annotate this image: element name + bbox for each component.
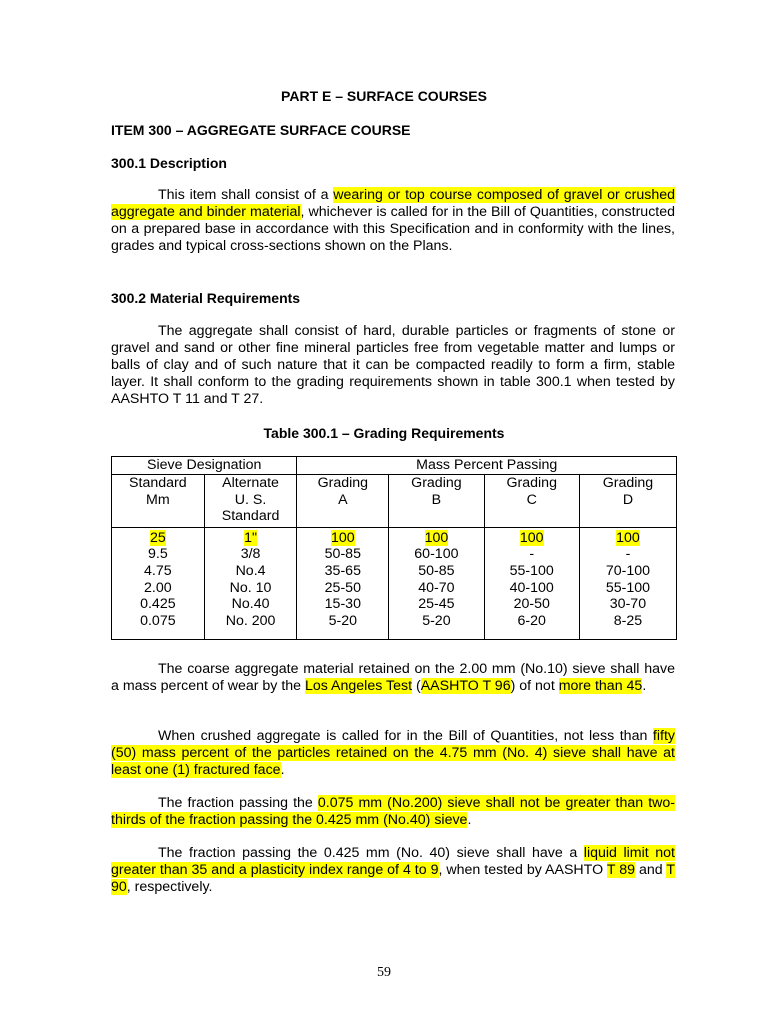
table-row [112, 527, 677, 640]
table-cell [484, 527, 579, 640]
grading-table [111, 456, 677, 640]
highlight: T 90 [111, 861, 675, 895]
cell-value: - [625, 546, 631, 563]
highlight: 100 [330, 529, 355, 546]
column-header-line: U. S. [234, 491, 267, 508]
cell-value: 9.5 [147, 546, 168, 563]
wear-paragraph: The coarse aggregate material retained on the 2.00 mm (No.10) sieve shall have a mass percent of wear by the Los Angeles Test (AASHTO T 96) of not more than 45. [111, 661, 675, 694]
highlight: 25 [149, 529, 166, 546]
cell-value: 50-85 [324, 546, 361, 563]
plasticity-paragraph: The fraction passing the 0.425 mm (No. 40) sieve shall have a liquid limit not greater than 35 and a plasticity index range of 4 to 9, when tested by AASHTO T 89 and T 90, respectively. [111, 845, 675, 895]
cell-value [391, 530, 481, 547]
cell-value [207, 530, 295, 547]
cell-value: No. 10 [229, 579, 272, 596]
column-header [204, 475, 297, 528]
table-cell [297, 527, 389, 640]
cell-value: 0.425 [140, 596, 176, 613]
column-header-line: A [338, 491, 348, 508]
cell-value [582, 530, 674, 547]
cell-value: 6-20 [517, 612, 546, 629]
cell-value [487, 530, 577, 547]
column-header-line: C [526, 491, 537, 508]
table-cell [112, 527, 205, 640]
column-header-line: Grading [506, 475, 557, 491]
highlight: 0.075 mm (No.200) sieve shall not be greater than two-thirds of the fraction passing the 0.425 mm (No.40) sieve [111, 795, 675, 828]
item-heading: ITEM 300 – AGGREGATE SURFACE COURSE [111, 122, 411, 138]
table-caption: Table 300.1 – Grading Requirements [263, 425, 505, 441]
cell-value: 55-100 [605, 579, 651, 596]
column-header-line: Mm [146, 491, 170, 508]
column-header [484, 475, 579, 528]
cell-value: 40-100 [509, 579, 554, 596]
cell-value: 3/8 [240, 546, 261, 563]
highlight: more than 45 [558, 677, 643, 694]
highlight: 1" [244, 529, 258, 546]
cell-value: 60-100 [414, 546, 459, 563]
page-number: 59 [377, 965, 391, 980]
cell-value: 25-45 [418, 596, 455, 613]
column-header-line: Standard [129, 475, 187, 491]
fractured-face-paragraph: When crushed aggregate is called for in the Bill of Quantities, not less than fifty (50) mass percent of the particles retained on the 4.75 mm (No. 4) sieve shall have at least one (1) fractured face. [111, 728, 675, 778]
cell-value: 20-50 [513, 596, 550, 613]
column-header-line: Grading [317, 475, 369, 491]
cell-value: No.40 [231, 596, 270, 613]
cell-value: 8-25 [613, 612, 643, 629]
column-header-line: Standard [221, 508, 280, 525]
cell-value [114, 530, 202, 547]
cell-value: - [529, 546, 535, 563]
cell-value: 2.00 [144, 579, 172, 596]
group-header-mass: Mass Percent Passing [297, 457, 677, 475]
column-header [297, 475, 389, 528]
cell-value [299, 530, 386, 547]
cell-value: 15-30 [324, 596, 361, 613]
table-cell [389, 527, 484, 640]
cell-value: 40-70 [418, 579, 455, 596]
column-header [579, 475, 676, 528]
cell-value: 25-50 [324, 579, 361, 596]
description-paragraph: This item shall consist of a wearing or top course composed of gravel or crushed aggregate and binder material, whichever is called for in the Bill of Quantities, constructed on a prepared base in accordance with this Specification and in conformity with the lines, grades and typical cross-sections shown on the Plans. [111, 187, 676, 254]
highlight: wearing or top course composed of gravel or crushed aggregate and binder material [111, 187, 675, 220]
highlight: 100 [519, 529, 544, 546]
highlight: AASHTO T 96 [420, 677, 511, 694]
highlight: Los Angeles Test [305, 677, 413, 694]
highlight: 100 [424, 529, 449, 546]
cell-value: 5-20 [422, 612, 451, 629]
cell-value: 50-85 [418, 562, 455, 579]
part-heading: PART E – SURFACE COURSES [281, 88, 487, 104]
cell-value: 30-70 [609, 596, 647, 613]
table-cell [204, 527, 297, 640]
column-header-line: Grading [602, 475, 654, 491]
column-header [389, 475, 484, 528]
highlight: 100 [616, 529, 640, 546]
highlight: liquid limit not greater than 35 and a plasticity index range of 4 to 9 [111, 845, 675, 878]
cell-value: 70-100 [605, 562, 651, 579]
section-heading-material: 300.2 Material Requirements [111, 290, 301, 306]
section-heading-description: 300.1 Description [111, 155, 227, 171]
cell-value: 0.075 [140, 612, 176, 629]
column-header-line: B [431, 491, 442, 508]
cell-value: 55-100 [509, 562, 554, 579]
highlight: T 89 [606, 861, 635, 878]
column-header-line: Alternate [222, 475, 279, 491]
column-header [112, 475, 205, 528]
fines-fraction-paragraph: The fraction passing the 0.075 mm (No.200) sieve shall not be greater than two-thirds of the fraction passing the 0.425 mm (No.40) sieve. [111, 795, 675, 828]
cell-value: 4.75 [144, 562, 172, 579]
material-paragraph: The aggregate shall consist of hard, durable particles or fragments of stone or gravel and sand or other fine mineral particles free from vegetable matter and lumps or balls of clay and of such nature that it can be compacted readily to form a firm, stable layer. It shall conform to the grading requirements shown in table 300.1 when tested by AASHTO T 11 and T 27. [111, 323, 675, 407]
cell-value: 35-65 [324, 562, 361, 579]
cell-value: No.4 [235, 562, 266, 579]
cell-value: No. 200 [225, 612, 276, 629]
column-header-line: D [622, 491, 634, 508]
highlight: fifty (50) mass percent of the particles retained on the 4.75 mm (No. 4) sieve shall have at least one (1) fractured face [111, 728, 675, 778]
table-cell [579, 527, 676, 640]
column-header-row [112, 475, 677, 528]
group-header-sieve: Sieve Designation [112, 457, 297, 475]
cell-value: 5-20 [328, 612, 358, 629]
column-header-line: Grading [411, 475, 462, 491]
